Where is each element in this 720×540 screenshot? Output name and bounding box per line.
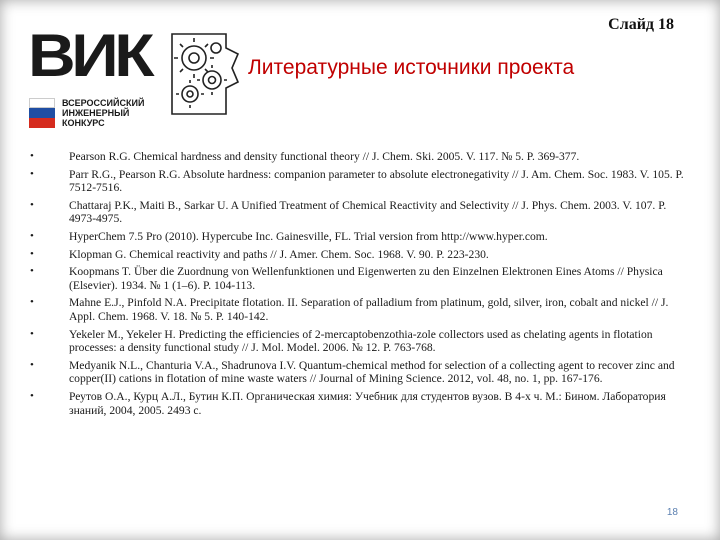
vik-logo — [26, 22, 231, 128]
flag-stripe-red — [29, 118, 55, 128]
logo-text: ВСЕРОССИЙСКИЙ ИНЖЕНЕРНЫЙ КОНКУРС — [62, 98, 145, 128]
reference-item: • Klopman G. Chemical reactivity and paths // J. Amer. Chem. Soc. 1968. V. 90. P. 223-230. — [30, 248, 692, 262]
reference-item: • Medyanik N.L., Chanturia V.A., Shadrunova I.V. Quantum-chemical method for selection of a collecting agent to recover zinc and copper(II) cations in flotation of mine waste waters // Journal of Mining Science. 2012, vol. 48, no. 1, pp. 167-176. — [30, 359, 692, 386]
reference-item: • Реутов О.А., Курц А.Л., Бутин К.П. Органическая химия: Учебник для студентов вузов. В 4-х ч. М.: Бином. Лаборатория знаний, 2004, 2005. 2493 с. — [30, 390, 692, 417]
reference-item: • Parr R.G., Pearson R.G. Absolute hardness: companion parameter to absolute electronegativity // J. Am. Chem. Soc. 1983. V. 105. P. 7512-7516. — [30, 168, 692, 195]
gears-icon — [166, 28, 244, 120]
reference-item: • Yekeler M., Yekeler H. Predicting the efficiencies of 2-mercaptobenzothia-zole collectors used as chelating agents in flotation processes: a density functional study // J. Mol. Model. 2006. № 12. P. 763-768. — [30, 328, 692, 355]
reference-item: • Chattaraj P.K., Maiti B., Sarkar U. A Unified Treatment of Chemical Reactivity and Selectivity // J. Phys. Chem. 2003. V. 107. P. 4973-4975. — [30, 199, 692, 226]
logo-word: ВИК — [28, 22, 151, 89]
flag-stripe-white — [29, 98, 55, 108]
reference-item: • Pearson R.G. Chemical hardness and density functional theory // J. Chem. Ski. 2005. V. 117. № 5. P. 369-377. — [30, 150, 692, 164]
slide-label: Слайд 18 — [608, 16, 674, 33]
reference-item: • Mahne E.J., Pinfold N.A. Precipitate flotation. II. Separation of palladium from platinum, gold, silver, iron, cobalt and nickel // J. Appl. Chem. 1968. V. 18. № 5. P. 140-142. — [30, 296, 692, 323]
reference-item: • HyperChem 7.5 Pro (2010). Hypercube Inc. Gainesville, FL. Trial version from http://www.hyper.com. — [30, 230, 692, 244]
flag-stripe-blue — [29, 108, 55, 118]
page-number: 18 — [666, 507, 678, 518]
slide-title: Литературные источники проекта — [248, 56, 575, 79]
russian-flag-icon — [29, 98, 55, 128]
references-list — [30, 150, 692, 421]
reference-item: • Koopmans T. Über die Zuordnung von Wellenfunktionen und Eigenwerten zu den Einzelnen Elektronen Eines Atoms // Physica (Elsevier). 1934. № 1 (1–6). P. 104-113. — [30, 265, 692, 292]
